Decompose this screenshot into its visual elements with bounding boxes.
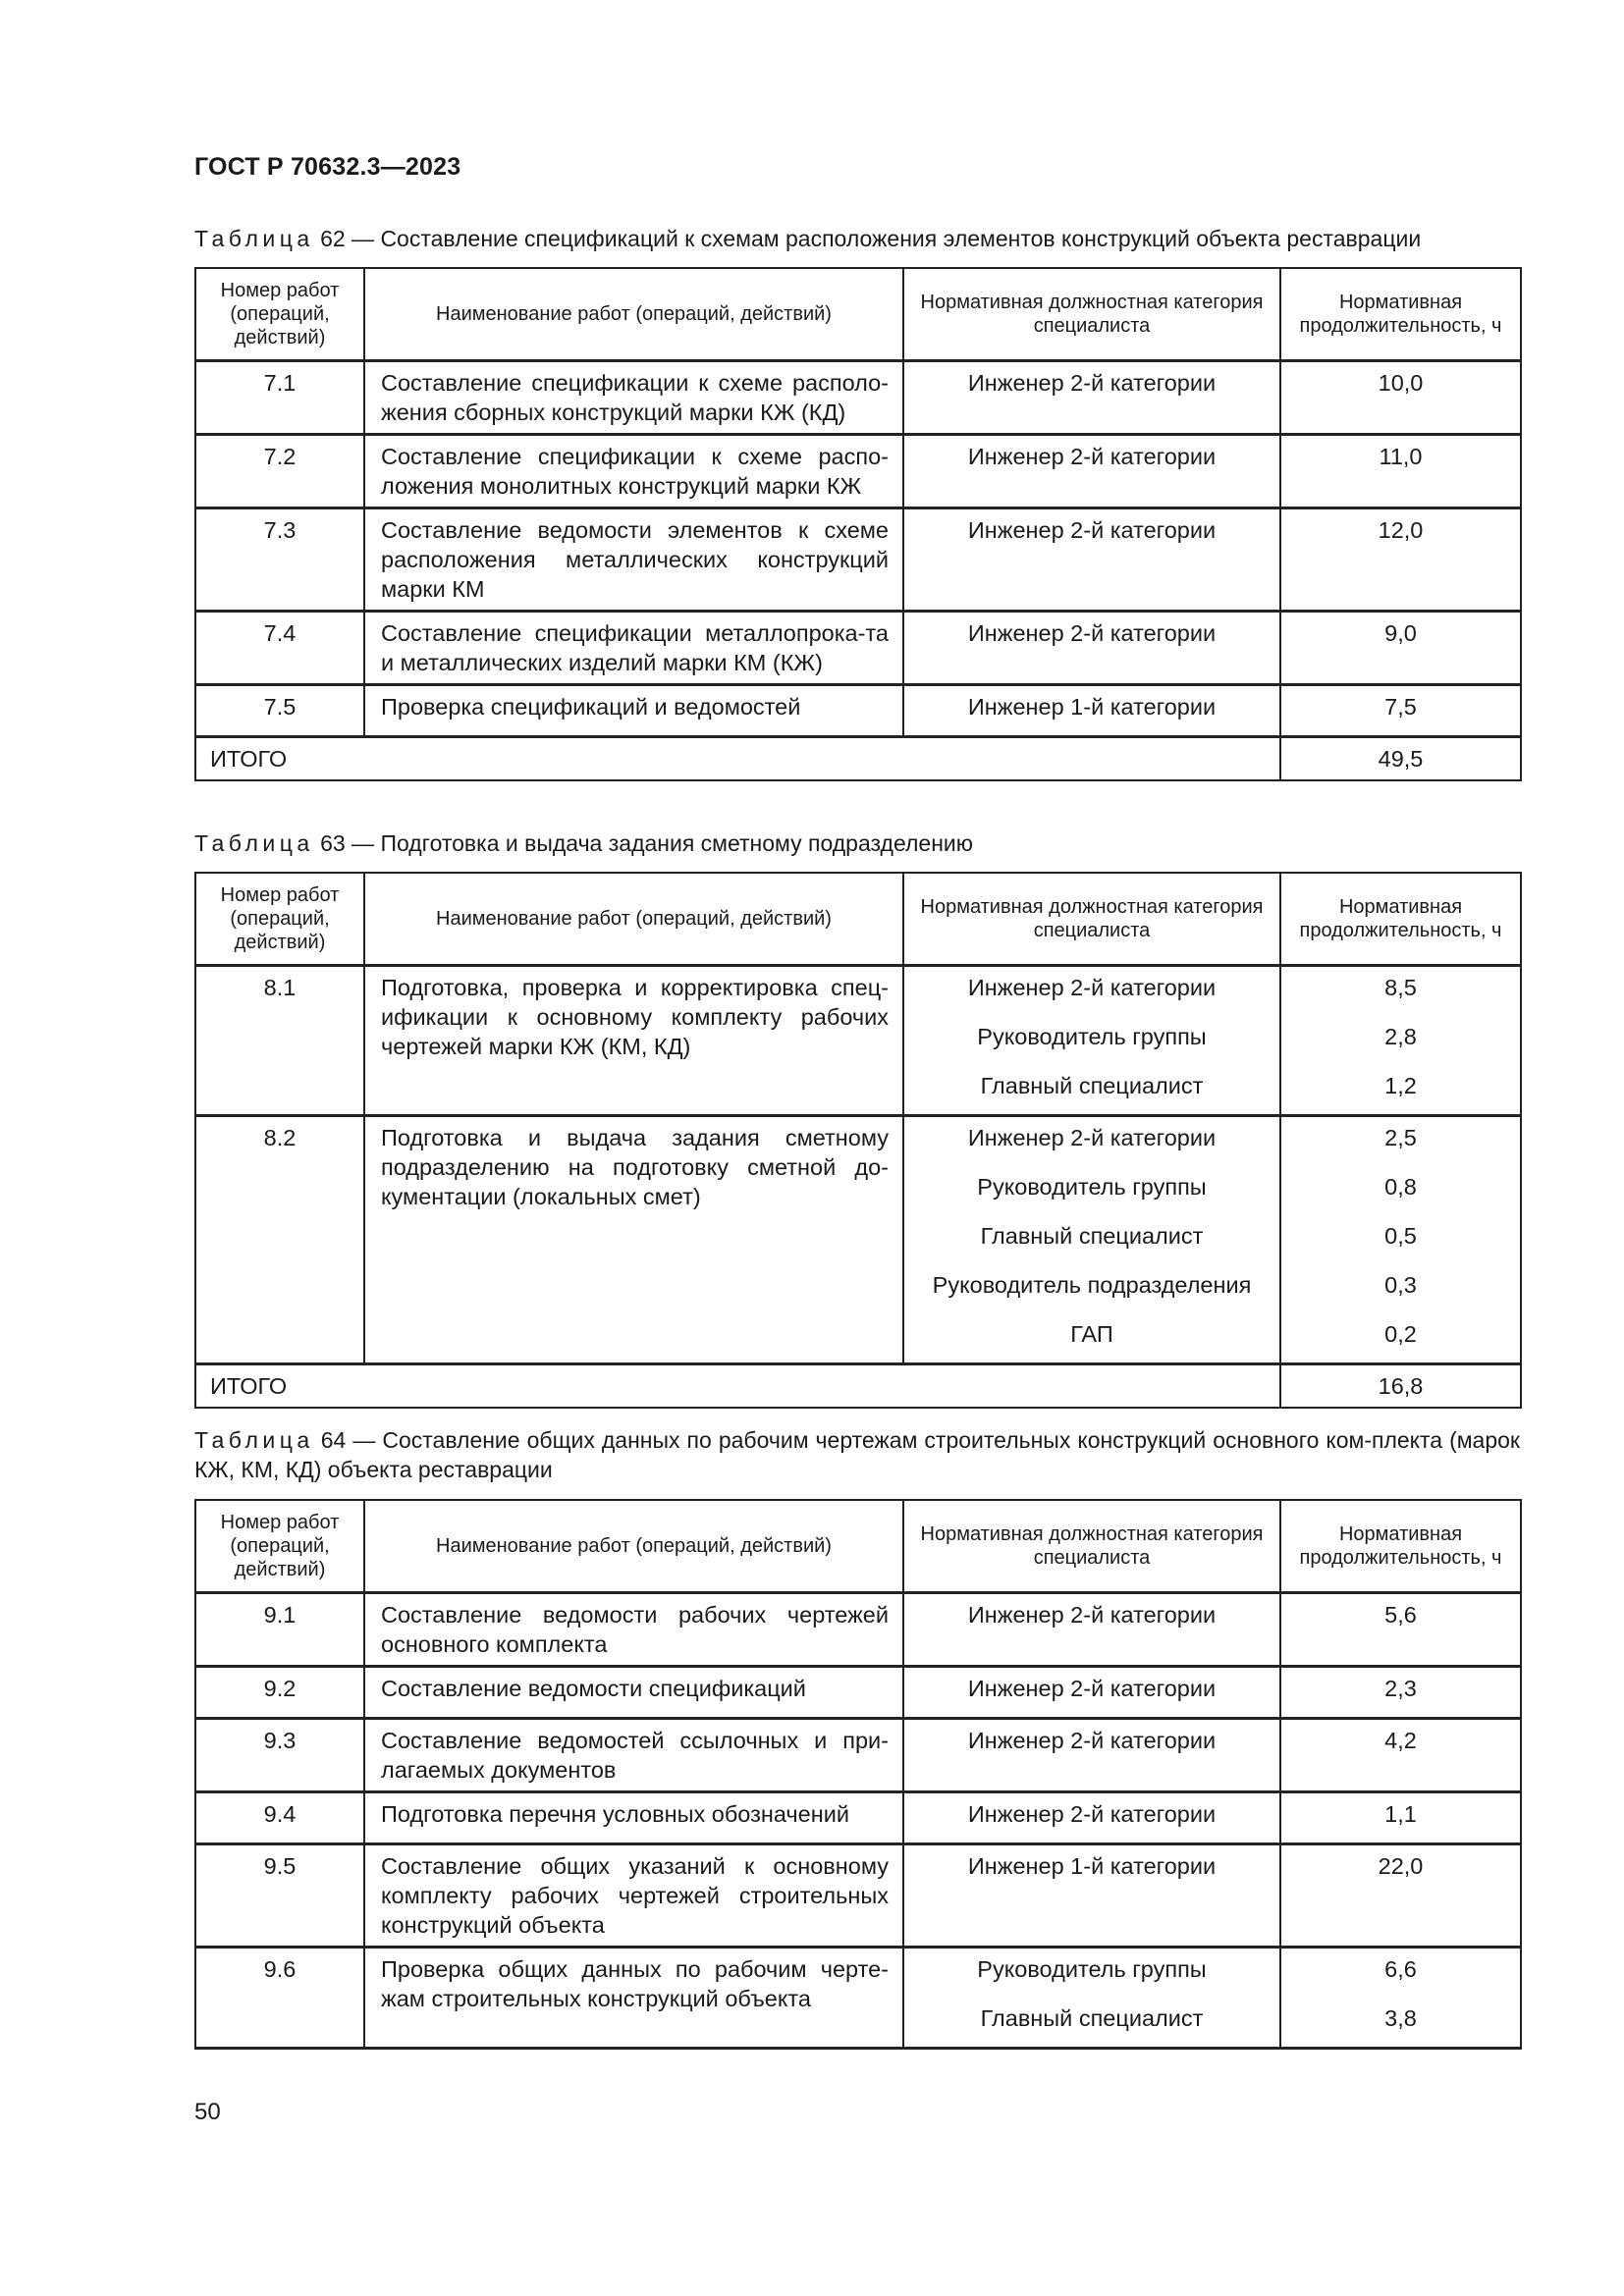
work-number: 9.1 — [195, 1592, 364, 1666]
table-row — [195, 1718, 1521, 1791]
specialist-category: Инженер 2-й категории — [967, 1124, 1217, 1150]
duration-value: 0,5 — [1384, 1222, 1417, 1249]
column-header-duration: Нормативная продолжительность, ч — [1280, 1500, 1521, 1592]
table-row — [195, 611, 1521, 684]
specialist-cell — [903, 1947, 1280, 2048]
duration-value: 3,8 — [1384, 2004, 1417, 2031]
specialist-category: Главный специалист — [980, 2004, 1204, 2031]
column-header-name: Наименование работ (операций, действий) — [364, 1500, 903, 1592]
duration-cell — [1280, 1843, 1521, 1947]
table-caption-prefix: Таблица — [194, 830, 314, 856]
table-caption-62 — [194, 224, 1520, 253]
work-number: 7.1 — [195, 360, 364, 434]
duration-value: 2,5 — [1384, 1124, 1417, 1150]
duration-cell — [1280, 1791, 1521, 1843]
column-header-name: Наименование работ (операций, действий) — [364, 873, 903, 965]
duration-cell — [1280, 1592, 1521, 1666]
total-row — [195, 1363, 1521, 1408]
specialist-cell — [903, 1791, 1280, 1843]
column-header-number: Номер работ (операций, действий) — [195, 268, 364, 360]
work-name: Составление ведомости спецификаций — [364, 1666, 903, 1718]
table-caption-text: 62 — Составление спецификаций к схемам расположения элементов конструкций объекта реставрации — [313, 226, 1422, 251]
specialist-cell — [903, 1666, 1280, 1718]
column-header-number: Номер работ (операций, действий) — [195, 873, 364, 965]
table-row — [195, 360, 1521, 434]
work-name: Составление ведомости рабочих чертежей основного комплекта — [364, 1592, 903, 1666]
table-header-row — [195, 873, 1521, 965]
column-header-name: Наименование работ (операций, действий) — [364, 268, 903, 360]
specialist-cell — [903, 507, 1280, 611]
total-label: ИТОГО — [195, 1363, 1280, 1408]
work-number: 8.1 — [195, 965, 364, 1115]
duration-value: 1,1 — [1384, 1800, 1417, 1827]
duration-value: 7,5 — [1384, 693, 1417, 720]
table-caption-prefix: Таблица — [194, 1427, 314, 1453]
work-number: 7.2 — [195, 434, 364, 507]
work-number: 7.3 — [195, 507, 364, 611]
duration-value: 0,8 — [1384, 1173, 1417, 1200]
specialist-cell — [903, 1592, 1280, 1666]
specialist-category: Руководитель группы — [977, 1955, 1207, 1982]
specialist-cell — [903, 1718, 1280, 1791]
column-header-specialist: Нормативная должностная категория специалиста — [903, 873, 1280, 965]
work-name: Составление спецификации к схеме располо-жения сборных конструкций марки КЖ (КД) — [364, 360, 903, 434]
work-name: Составление спецификации металлопрока-та и металлических изделий марки КМ (КЖ) — [364, 611, 903, 684]
column-header-duration: Нормативная продолжительность, ч — [1280, 268, 1521, 360]
specialist-category: Инженер 2-й категории — [967, 516, 1217, 543]
specialist-cell — [903, 965, 1280, 1115]
column-header-duration: Нормативная продолжительность, ч — [1280, 873, 1521, 965]
specialist-category: Инженер 1-й категории — [967, 693, 1217, 720]
specialist-cell — [903, 611, 1280, 684]
duration-cell — [1280, 1718, 1521, 1791]
duration-cell — [1280, 507, 1521, 611]
duration-value: 11,0 — [1379, 443, 1423, 469]
duration-cell — [1280, 434, 1521, 507]
duration-cell — [1280, 684, 1521, 736]
duration-cell — [1280, 965, 1521, 1115]
duration-value: 22,0 — [1378, 1852, 1424, 1879]
duration-cell — [1280, 611, 1521, 684]
specialist-category: Руководитель группы — [977, 1173, 1207, 1200]
work-name: Подготовка, проверка и корректировка спец-ификации к основному комплекту рабочих чертежей марки КЖ (КМ, КД) — [364, 965, 903, 1115]
duration-value: 5,6 — [1384, 1601, 1417, 1628]
duration-value: 2,3 — [1384, 1675, 1417, 1701]
work-number: 9.5 — [195, 1843, 364, 1947]
work-number: 9.4 — [195, 1791, 364, 1843]
total-row — [195, 736, 1521, 780]
column-header-specialist: Нормативная должностная категория специалиста — [903, 1500, 1280, 1592]
work-name: Составление ведомости элементов к схеме расположения металлических конструкций марки КМ — [364, 507, 903, 611]
duration-value: 12,0 — [1378, 516, 1424, 543]
specialist-cell — [903, 1843, 1280, 1947]
table-64 — [194, 1499, 1522, 2050]
duration-value: 0,3 — [1384, 1271, 1417, 1298]
table-row — [195, 684, 1521, 736]
specialist-category: Инженер 2-й категории — [967, 1601, 1217, 1628]
duration-value: 9,0 — [1384, 619, 1417, 646]
work-name: Составление спецификации к схеме распо-ложения монолитных конструкций марки КЖ — [364, 434, 903, 507]
table-row — [195, 1115, 1521, 1363]
work-number: 9.2 — [195, 1666, 364, 1718]
work-number: 8.2 — [195, 1115, 364, 1363]
specialist-category: Главный специалист — [980, 1222, 1204, 1249]
specialist-category: Инженер 2-й категории — [967, 619, 1217, 646]
work-number: 9.6 — [195, 1947, 364, 2048]
table-row — [195, 1592, 1521, 1666]
specialist-category: Инженер 2-й категории — [967, 369, 1217, 396]
specialist-cell — [903, 1115, 1280, 1363]
specialist-cell — [903, 360, 1280, 434]
duration-cell — [1280, 1666, 1521, 1718]
table-row — [195, 1666, 1521, 1718]
duration-value: 1,2 — [1384, 1072, 1417, 1098]
specialist-category: Главный специалист — [980, 1072, 1204, 1098]
work-number: 7.5 — [195, 684, 364, 736]
table-row — [195, 965, 1521, 1115]
specialist-category: Инженер 2-й категории — [967, 1675, 1217, 1701]
column-header-number: Номер работ (операций, действий) — [195, 1500, 364, 1592]
table-row — [195, 434, 1521, 507]
duration-value: 2,8 — [1384, 1023, 1417, 1049]
duration-value: 8,5 — [1384, 974, 1417, 1000]
table-row — [195, 1843, 1521, 1947]
table-row — [195, 1791, 1521, 1843]
table-header-row — [195, 268, 1521, 360]
duration-cell — [1280, 1115, 1521, 1363]
specialist-category: Инженер 2-й категории — [967, 443, 1217, 469]
work-name: Проверка общих данных по рабочим черте-жам строительных конструкций объекта — [364, 1947, 903, 2048]
work-name: Составление ведомостей ссылочных и при-лагаемых документов — [364, 1718, 903, 1791]
duration-value: 6,6 — [1384, 1955, 1417, 1982]
specialist-category: Инженер 1-й категории — [967, 1852, 1217, 1879]
total-value: 49,5 — [1280, 736, 1521, 780]
table-62 — [194, 267, 1522, 781]
specialist-category: Инженер 2-й категории — [967, 1727, 1217, 1753]
total-value: 16,8 — [1280, 1363, 1521, 1408]
work-name: Подготовка и выдача задания сметному подразделению на подготовку сметной до-кументации (локальных смет) — [364, 1115, 903, 1363]
duration-value: 4,2 — [1384, 1727, 1417, 1753]
table-caption-63 — [194, 828, 1520, 858]
table-header-row — [195, 1500, 1521, 1592]
specialist-category: Руководитель группы — [977, 1023, 1207, 1049]
table-caption-text: 63 — Подготовка и выдача задания сметному подразделению — [313, 830, 973, 856]
document-header: ГОСТ Р 70632.3—2023 — [194, 153, 461, 181]
specialist-cell — [903, 684, 1280, 736]
specialist-category: Инженер 2-й категории — [967, 1800, 1217, 1827]
table-caption-prefix: Таблица — [194, 226, 314, 251]
specialist-category: Руководитель подразделения — [932, 1271, 1252, 1298]
specialist-cell — [903, 434, 1280, 507]
table-caption-text: 64 — Составление общих данных по рабочим чертежам строительных конструкций основного ком-плекта (марок КЖ, КМ, КД) объекта реставрации — [194, 1427, 1520, 1482]
table-row — [195, 1947, 1521, 2048]
duration-cell — [1280, 1947, 1521, 2048]
work-name: Подготовка перечня условных обозначений — [364, 1791, 903, 1843]
table-row — [195, 507, 1521, 611]
duration-value: 0,2 — [1384, 1320, 1417, 1347]
specialist-category: Инженер 2-й категории — [967, 974, 1217, 1000]
page-number: 50 — [194, 2099, 221, 2125]
work-name: Проверка спецификаций и ведомостей — [364, 684, 903, 736]
work-number: 9.3 — [195, 1718, 364, 1791]
table-63 — [194, 872, 1522, 1409]
table-caption-64 — [194, 1425, 1520, 1484]
work-number: 7.4 — [195, 611, 364, 684]
specialist-category: ГАП — [1070, 1320, 1113, 1347]
total-label: ИТОГО — [195, 736, 1280, 780]
work-name: Составление общих указаний к основному комплекту рабочих чертежей строительных конструкций объекта — [364, 1843, 903, 1947]
duration-value: 10,0 — [1378, 369, 1424, 396]
duration-cell — [1280, 360, 1521, 434]
column-header-specialist: Нормативная должностная категория специалиста — [903, 268, 1280, 360]
